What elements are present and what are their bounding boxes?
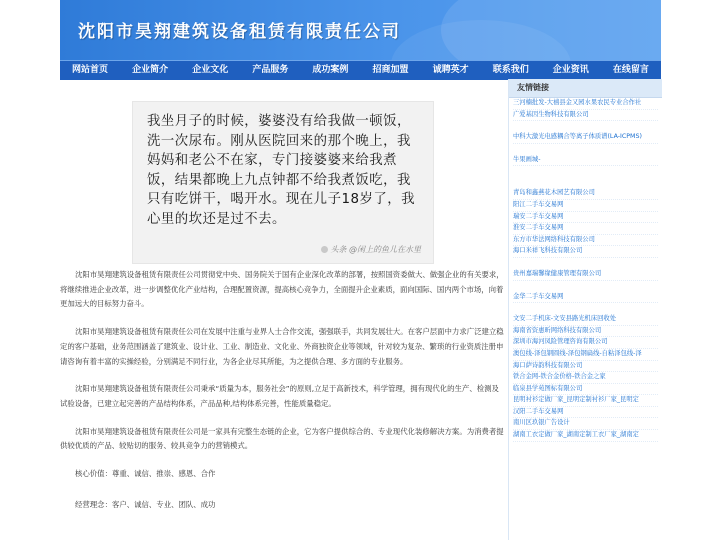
sidebar-title: 友情链接 (509, 79, 662, 98)
nav-item-contact[interactable]: 联系我们 (492, 65, 529, 75)
main-content (60, 100, 505, 540)
nav-item-news[interactable]: 企业资讯 (552, 65, 589, 75)
site-header (60, 0, 661, 60)
link-spacer (513, 303, 658, 314)
friend-link[interactable]: 临泉县学苑图标有限公司 (513, 384, 658, 396)
friend-link[interactable]: 深圳市海河凤险管理咨询有限公司 (513, 337, 658, 349)
paragraph-reform: 沈阳市昊翔建筑设备租赁有限责任公司贯彻党中央、国务院关于国有企业深化改革的部署，按照国资委做大、做强企业的有关要求，将继续推进企业改革，进一步调整优化产业结构，合理配置资源，提高核心竞争力，全面提升企业素质，面向国际、国内两个市场，向着更加远大的目标努力奋斗。 (60, 270, 504, 309)
friend-link[interactable]: 昆明衬衫定做厂家_昆明定制衬衫厂家_昆明定 (513, 395, 658, 407)
link-spacer (513, 177, 658, 188)
site-title: 沈阳市昊翔建筑设备租赁有限责任公司 (78, 22, 401, 42)
friend-link[interactable]: 汉阳二手车交易网 (513, 407, 658, 419)
friend-link[interactable]: 青岛和鑫燕花木园艺有限公司 (513, 188, 658, 200)
link-spacer (513, 121, 658, 132)
link-spacer (513, 144, 658, 155)
paragraph-ecosystem: 沈阳市昊翔建筑设备租赁有限责任公司是一家具有完整生态链的企业，它为客户提供综合的、专业现代化装修解决方案。为消费者提供较优质的产品、较贴切的服务、较具竞争力的营销模式。 (60, 426, 504, 451)
avatar-icon (321, 246, 328, 253)
friend-links-list (509, 98, 662, 442)
friend-link[interactable]: 广爱基因生物科技有限公司 (513, 110, 658, 122)
friend-link[interactable]: 阳江二手车交易网 (513, 200, 658, 212)
hero-image (132, 101, 434, 264)
friend-link[interactable]: 贵州嘉瑞馨缘健康管理有限公司 (513, 269, 658, 281)
nav-item-message[interactable]: 在线留言 (612, 65, 649, 75)
nav-item-culture[interactable]: 企业文化 (192, 65, 229, 75)
hero-credit-label: 头条 @闲上的鱼儿在水里 (330, 245, 421, 254)
friend-links-sidebar (508, 79, 662, 540)
nav-item-about[interactable]: 企业简介 (132, 65, 169, 75)
nav-item-cases[interactable]: 成功案例 (312, 65, 349, 75)
paragraph-core-values: 核心价值：尊重、诚信、推崇、感恩、合作 (75, 469, 216, 479)
nav-item-jobs[interactable]: 诚聘英才 (432, 65, 469, 75)
hero-text: 我坐月子的时候，婆婆没有给我做一顿饭，洗一次尿布。刚从医院回来的那个晚上，我妈妈和老公不在家，专门接婆婆来给我煮饭，结果都晚上九点钟都不给我煮饭吃，我只有吃饼干，喝开水。现在儿子18岁了，我心里的坎还是过不去。 (147, 114, 416, 227)
link-spacer (513, 281, 658, 292)
friend-link[interactable]: 瑞安二手车交易网 (513, 212, 658, 224)
hero-credit (321, 244, 421, 255)
friend-link[interactable]: 金华二手车交易网 (513, 292, 658, 304)
friend-link[interactable]: 湖南工衣定做厂家_湖南定制工衣厂家_湖南定 (513, 430, 658, 442)
link-spacer (513, 166, 658, 177)
friend-link[interactable]: 海南省资惠昕网络科技有限公司 (513, 326, 658, 338)
friend-link[interactable]: 澳包线-泽包钢圆线-泽包钢扁线-自粘泽包线-泽 (513, 349, 658, 361)
friend-link[interactable]: 铁合金网-铁合金价格-铁合金之家 (513, 372, 658, 384)
main-nav (60, 60, 661, 80)
friend-link[interactable]: 海口米祥飞科技有限公司 (513, 246, 658, 258)
nav-item-products[interactable]: 产品服务 (252, 65, 289, 75)
nav-item-franchise[interactable]: 招商加盟 (372, 65, 409, 75)
friend-link[interactable]: 中科大激光电感耦合等离子体质谱(LA-ICPMS) (513, 132, 658, 144)
friend-link[interactable]: 淮安二手车交易网 (513, 223, 658, 235)
friend-link[interactable]: 南川区玖银广告设计 (513, 418, 658, 430)
paragraph-business-philosophy: 经营理念：客户、诚信、专业、团队、成功 (75, 499, 216, 509)
paragraph-cooperation: 沈阳市昊翔建筑设备租赁有限责任公司在发展中注重与业界人士合作交流，强强联手，共同发展壮大。在客户层面中力求广泛建立稳定的客户基础，业务范围涵盖了建筑业、设计业、工业、制造业、文化业、外商独资企业等领域，针对较为复杂、繁琐的行业资质注册申请咨询有着丰富的实操经验，分别满足不同行业，为各企业尽其所能，为之提供合理、多方面的专业服务。 (60, 327, 504, 366)
nav-item-home[interactable]: 网站首页 (72, 65, 109, 75)
paragraph-quality: 沈阳市昊翔建筑设备租赁有限责任公司秉承“质量为本，服务社会”的原则,立足于高新技术，科学管理，拥有现代化的生产、检测及试验设备，已建立起完善的产品结构体系，产品品种,结构体系完善，性能质量稳定。 (60, 384, 499, 408)
link-spacer (513, 258, 658, 269)
friend-link[interactable]: 牛果画城- (513, 155, 658, 167)
friend-link[interactable]: 文安二手机床-文安县路光机床回收处 (513, 314, 658, 326)
friend-link[interactable]: 三河楠批发-大禧县金又园水果农民专业合作社 (513, 98, 658, 110)
friend-link[interactable]: 东方市华法网络科技有限公司 (513, 235, 658, 247)
article-body (60, 268, 505, 525)
friend-link[interactable]: 海口萨诗韵科技有限公司 (513, 361, 658, 373)
